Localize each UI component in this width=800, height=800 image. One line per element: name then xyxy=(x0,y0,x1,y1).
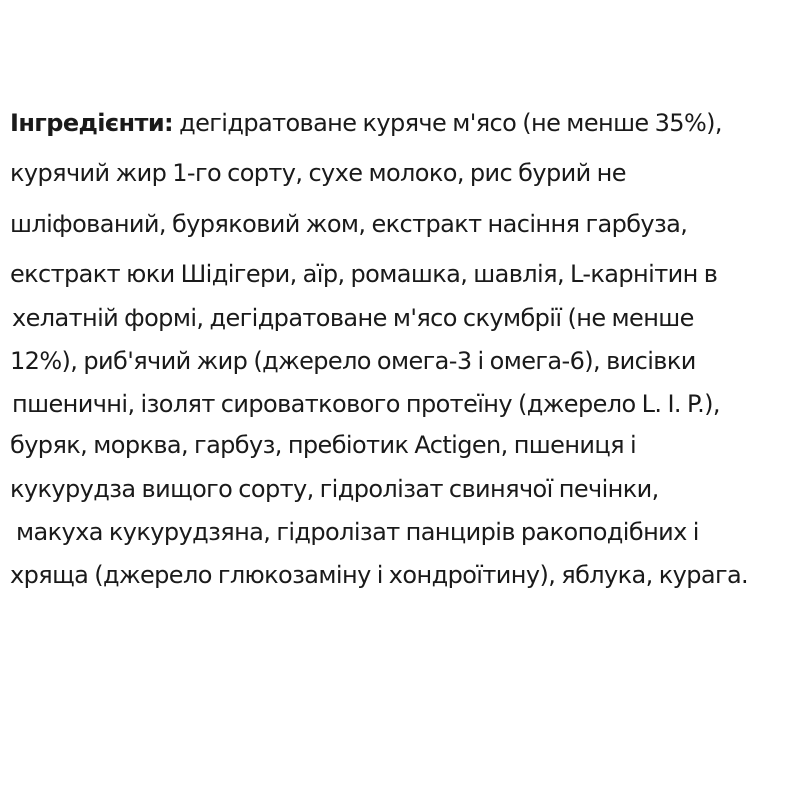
ingredients-line-5: хелатній формі, дегідратоване м'ясо скумбрії (не менше xyxy=(12,304,694,332)
ingredients-heading: Інгредієнти: xyxy=(10,109,174,137)
ingredients-line-1 xyxy=(10,108,722,138)
ingredients-line-10: макуха кукурудзяна, гідролізат панцирів ракоподібних і xyxy=(16,518,699,546)
ingredients-line-9: кукурудза вищого сорту, гідролізат свинячої печінки, xyxy=(10,475,659,503)
ingredients-line-7: пшеничні, ізолят сироваткового протеїну (джерело L. I. P.), xyxy=(12,390,720,418)
ingredients-line-11: хряща (джерело глюкозаміну і хондроїтину), яблука, курага. xyxy=(10,561,749,589)
ingredients-line-4: екстракт юки Шідігери, аїр, ромашка, шавлія, L-карнітин в xyxy=(10,260,718,288)
ingredients-line-6: 12%), риб'ячий жир (джерело омега-3 і омега-6), висівки xyxy=(10,347,696,375)
ingredients-line-text: дегідратоване куряче м'ясо (не менше 35%), xyxy=(173,109,722,137)
ingredients-line-2: курячий жир 1-го сорту, сухе молоко, рис бурий не xyxy=(10,159,626,187)
ingredients-line-8: буряк, морква, гарбуз, пребіотик Actigen, пшениця і xyxy=(10,431,637,459)
ingredients-line-3: шліфований, буряковий жом, екстракт насіння гарбуза, xyxy=(10,210,688,238)
